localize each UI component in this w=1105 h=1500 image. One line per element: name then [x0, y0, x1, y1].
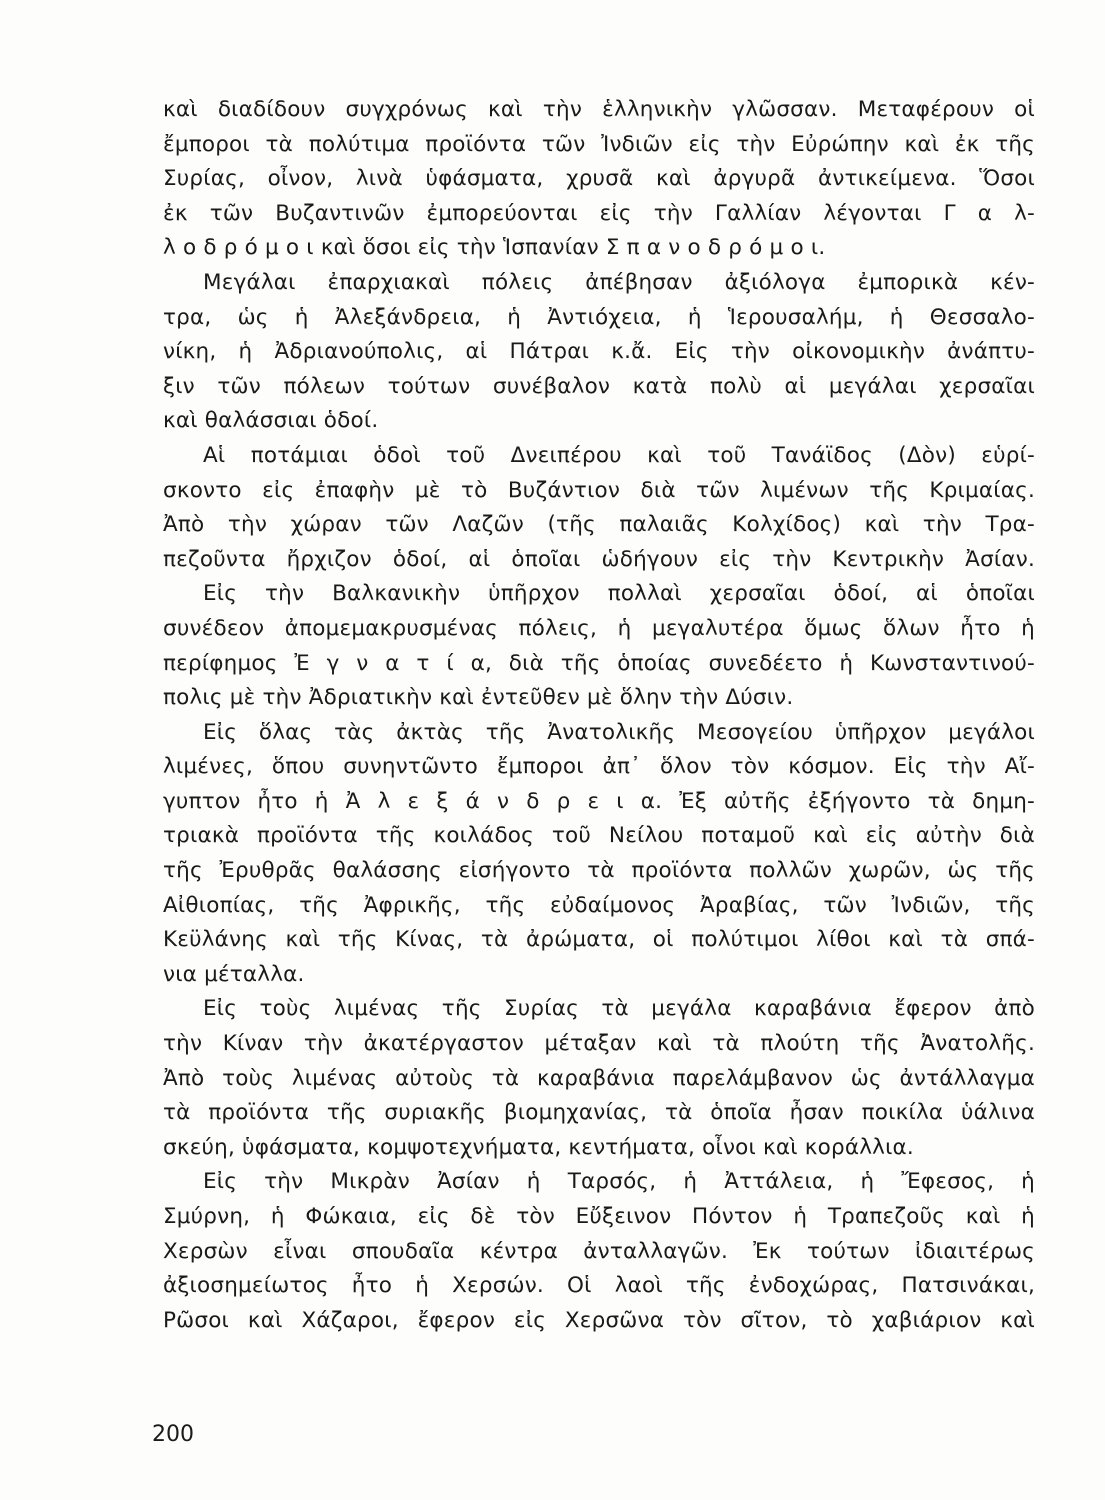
text-line: Εἰς τὴν Βαλκανικὴν ὑπῆρχον πολλαὶ χερσαῖαι ὁδοί, αἱ ὁποῖαι	[203, 581, 1035, 607]
text-line: ἐκ τῶν Βυζαντινῶν ἐμπορεύονται εἰς τὴν Γαλλίαν λέγονται Γ α λ-	[163, 200, 1035, 226]
text-line: Ἀπὸ τοὺς λιμένας αὐτοὺς τὰ καραβάνια παρελάμβανον ὡς ἀντάλλαγμα	[163, 1065, 1035, 1091]
text-line: Σμύρνη, ἡ Φώκαια, εἰς δὲ τὸν Εὔξεινον Πόντον ἡ Τραπεζοῦς καὶ ἡ	[163, 1204, 1035, 1229]
text-line: Αἰθιοπίας, τῆς Ἀφρικῆς, τῆς εὐδαίμονος Ἀραβίας, τῶν Ἰνδιῶν, τῆς	[163, 892, 1035, 918]
text-line: ξιν τῶν πόλεων τούτων συνέβαλον κατὰ πολὺ αἱ μεγάλαι χερσαῖαι	[163, 373, 1035, 399]
text-line: περίφημος Ἐ γ ν α τ ί α, διὰ τῆς ὁποίας συνεδέετο ἡ Κωνσταντινού-	[163, 650, 1035, 676]
text-line: σκεύη, ὑφάσματα, κομψοτεχνήματα, κεντήματα, οἶνοι καὶ κοράλλια.	[163, 1134, 914, 1160]
text-line: πολις μὲ τὴν Ἀδριατικὴν καὶ ἐντεῦθεν μὲ ὅλην τὴν Δύσιν.	[163, 685, 794, 711]
text-line: Εἰς τὴν Μικρὰν Ἀσίαν ἡ Ταρσός, ἡ Ἀττάλεια, ἡ Ἔφεσος, ἡ	[203, 1169, 1035, 1195]
text-line: Εἰς τοὺς λιμένας τῆς Συρίας τὰ μεγάλα καραβάνια ἔφερον ἀπὸ	[203, 996, 1035, 1022]
text-line: Εἰς ὅλας τὰς ἀκτὰς τῆς Ἀνατολικῆς Μεσογείου ὑπῆρχον μεγάλοι	[203, 719, 1035, 745]
text-line: λιμένες, ὅπου συνηντῶντο ἔμποροι ἀπ᾿ ὅλον τὸν κόσμον. Εἰς τὴν Αἴ-	[163, 754, 1035, 780]
text-line: καὶ θαλάσσιαι ὁδοί.	[163, 408, 379, 434]
text-line: Συρίας, οἶνον, λινὰ ὑφάσματα, χρυσᾶ καὶ ἀργυρᾶ ἀντικείμενα. Ὅσοι	[163, 166, 1035, 192]
text-line: γυπτον ἦτο ἡ Ἀ λ ε ξ ά ν δ ρ ε ι α. Ἐξ αὐτῆς ἐξήγοντο τὰ δημη-	[163, 788, 1035, 814]
text-line: νίκη, ἡ Ἀδριανούπολις, αἱ Πάτραι κ.ἄ. Εἰς τὴν οἰκονομικὴν ἀνάπτυ-	[163, 339, 1035, 365]
text-line: ἀξιοσημείωτος ἦτο ἡ Χερσών. Οἱ λαοὶ τῆς ἐνδοχώρας, Πατσινάκαι,	[163, 1273, 1035, 1299]
text-line: τριακὰ προϊόντα τῆς κοιλάδος τοῦ Νείλου ποταμοῦ καὶ εἰς αὐτὴν διὰ	[163, 823, 1035, 849]
text-line: Ἀπὸ τὴν χώραν τῶν Λαζῶν (τῆς παλαιᾶς Κολχίδος) καὶ τὴν Τρα-	[163, 512, 1035, 538]
text-line: τὰ προϊόντα τῆς συριακῆς βιομηχανίας, τὰ ὁποῖα ἦσαν ποικίλα ὑάλινα	[163, 1100, 1035, 1126]
text-line: Μεγάλαι ἐπαρχιακαὶ πόλεις ἀπέβησαν ἀξιόλογα ἐμπορικὰ κέν-	[203, 269, 1035, 295]
text-line: τῆς Ἐρυθρᾶς θαλάσσης εἰσήγοντο τὰ προϊόντα πολλῶν χωρῶν, ὡς τῆς	[163, 858, 1035, 884]
text-line: Κεϋλάνης καὶ τῆς Κίνας, τὰ ἀρώματα, οἱ πολύτιμοι λίθοι καὶ τὰ σπά-	[163, 927, 1035, 953]
text-line: καὶ διαδίδουν συγχρόνως καὶ τὴν ἑλληνικὴν γλῶσσαν. Μεταφέρουν οἱ	[163, 97, 1035, 122]
text-line: λ ο δ ρ ό μ ο ι καὶ ὅσοι εἰς τὴν Ἱσπανίαν Σ π α ν ο δ ρ ό μ ο ι.	[163, 235, 826, 261]
body-text	[163, 93, 1035, 1338]
text-line: Αἱ ποτάμιαι ὁδοὶ τοῦ Δνειπέρου καὶ τοῦ Τανάϊδος (Δὸν) εὑρί-	[203, 442, 1035, 468]
text-line: Χερσὼν εἶναι σπουδαῖα κέντρα ἀνταλλαγῶν. Ἐκ τούτων ἰδιαιτέρως	[163, 1238, 1035, 1264]
text-line: τρα, ὡς ἡ Ἀλεξάνδρεια, ἡ Ἀντιόχεια, ἡ Ἱερουσαλήμ, ἡ Θεσσαλο-	[163, 304, 1035, 330]
page-number: 200	[152, 1422, 194, 1447]
text-line: πεζοῦντα ἤρχιζον ὁδοί, αἱ ὁποῖαι ὡδήγουν εἰς τὴν Κεντρικὴν Ἀσίαν.	[163, 546, 1035, 572]
text-line: Ρῶσοι καὶ Χάζαροι, ἔφερον εἰς Χερσῶνα τὸν σῖτον, τὸ χαβιάριον καὶ	[163, 1307, 1035, 1333]
text-line: σκοντο εἰς ἐπαφὴν μὲ τὸ Βυζάντιον διὰ τῶν λιμένων τῆς Κριμαίας.	[163, 477, 1035, 503]
text-line: νια μέταλλα.	[163, 961, 305, 987]
text-line: ἔμποροι τὰ πολύτιμα προϊόντα τῶν Ἰνδιῶν εἰς τὴν Εὐρώπην καὶ ἐκ τῆς	[163, 131, 1035, 157]
text-line: τὴν Κίναν τὴν ἀκατέργαστον μέταξαν καὶ τὰ πλούτη τῆς Ἀνατολῆς.	[163, 1031, 1035, 1057]
text-line: συνέδεον ἀπομεμακρυσμένας πόλεις, ἡ μεγαλυτέρα ὅμως ὅλων ἦτο ἡ	[163, 615, 1035, 641]
